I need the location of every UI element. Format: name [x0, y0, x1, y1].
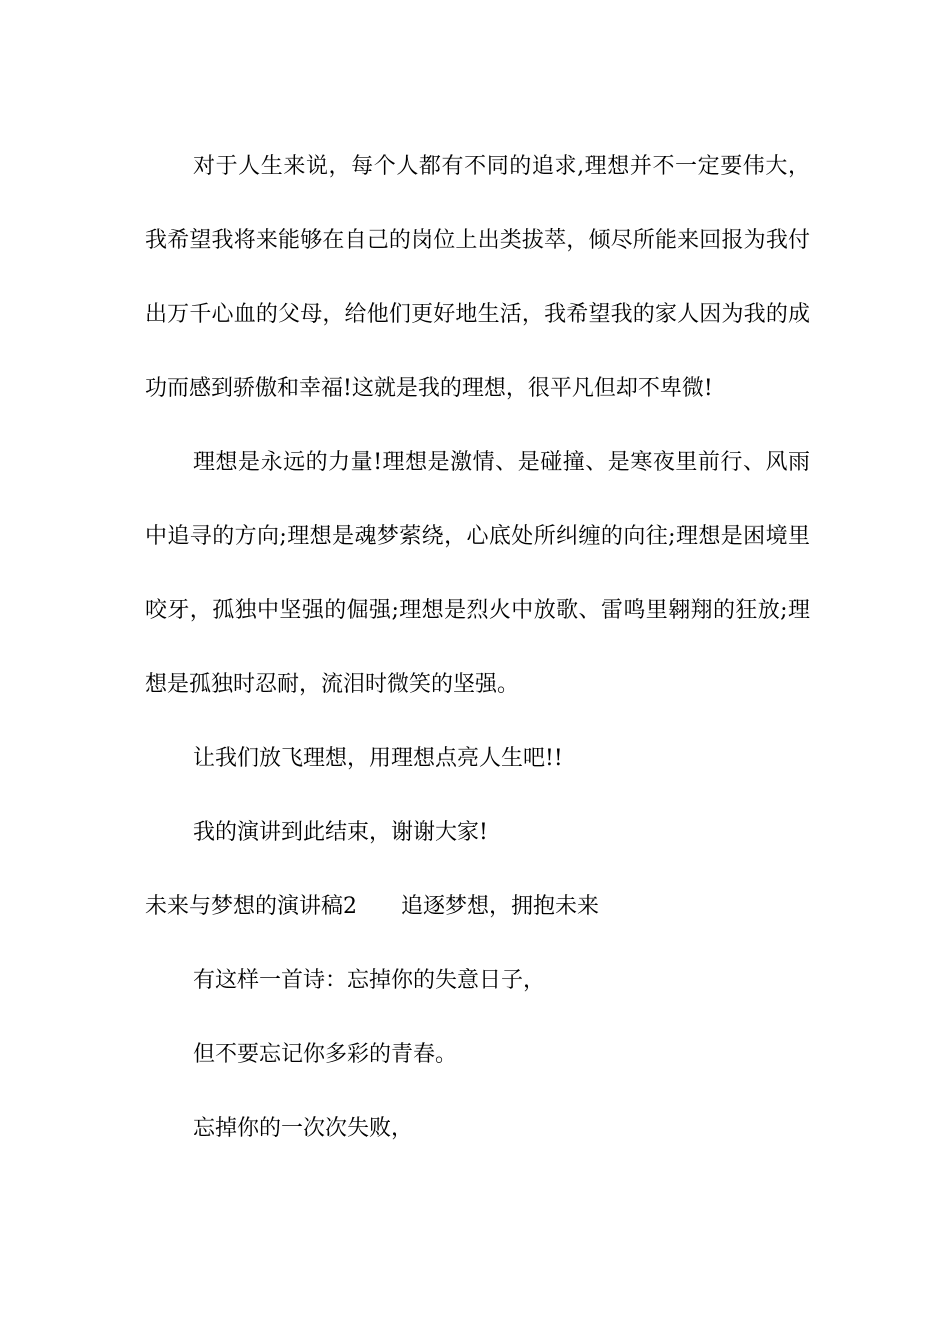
- section-heading-title: 未来与梦想的演讲稿2: [145, 894, 357, 919]
- document-body: [145, 130, 810, 1166]
- paragraph-call-to-action: 让我们放飞理想，用理想点亮人生吧!!: [193, 746, 563, 771]
- paragraph-ideal-personal: 对于人生来说，每个人都有不同的追求,理想并不一定要伟大，我希望我将来能够在自己的岗位上出类拔萃，倾尽所能来回报为我付出万千心血的父母，给他们更好地生活，我希望我的家人因为我的成功而感到骄傲和幸福!这就是我的理想，很平凡但却不卑微!: [145, 154, 810, 401]
- paragraph-closing: 我的演讲到此结束，谢谢大家!: [193, 820, 488, 845]
- section-heading-subtitle: 追逐梦想，拥抱未来: [401, 894, 600, 919]
- poem-line: 有这样一首诗：忘掉你的失意日子，: [193, 968, 546, 993]
- paragraph-ideal-power: 理想是永远的力量!理想是激情、是碰撞、是寒夜里前行、风雨中追寻的方向;理想是魂梦萦绕，心底处所纠缠的向往;理想是困境里咬牙，孤独中坚强的倔强;理想是烈火中放歌、雷鸣里翱翔的狂放;理想是孤独时忍耐，流泪时微笑的坚强。: [145, 450, 810, 697]
- section-heading: [145, 870, 810, 944]
- poem-line: 但不要忘记你多彩的青春。: [193, 1042, 458, 1067]
- poem-line: 忘掉你的一次次失败，: [193, 1116, 414, 1141]
